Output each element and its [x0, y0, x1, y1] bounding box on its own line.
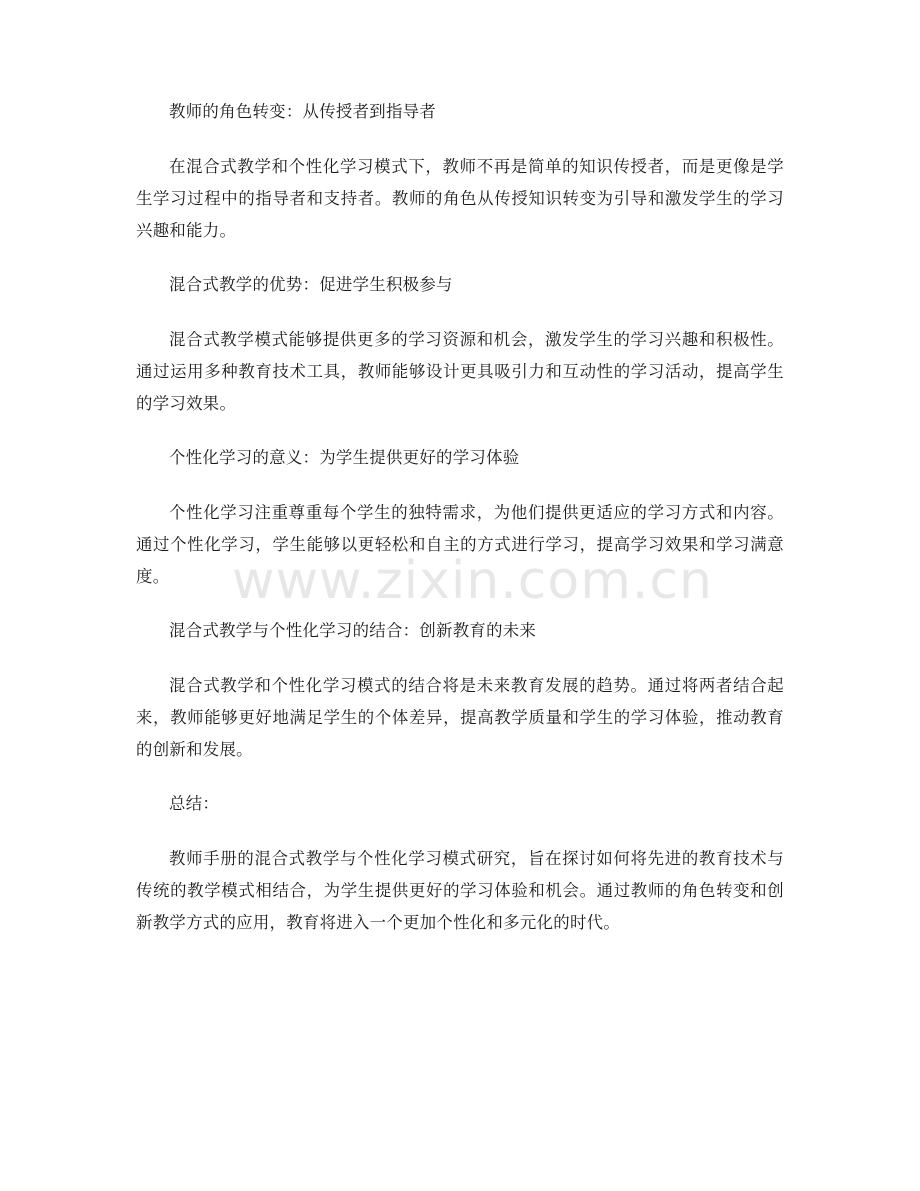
paragraph-blended-advantage: 混合式教学模式能够提供更多的学习资源和机会，激发学生的学习兴趣和积极性。通过运用多种教育技术工具，教师能够设计更具吸引力和互动性的学习活动，提高学生的学习效果。 — [136, 330, 784, 413]
section-heading-role-change: 教师的角色转变：从传授者到指导者 — [169, 102, 437, 121]
section-heading-personalized-meaning: 个性化学习的意义：为学生提供更好的学习体验 — [169, 448, 520, 467]
section-heading-blended-advantage: 混合式教学的优势：促进学生积极参与 — [169, 275, 453, 294]
document-page — [136, 96, 784, 961]
section-heading-combination: 混合式教学与个性化学习的结合：创新教育的未来 — [169, 621, 537, 640]
paragraph-summary: 教师手册的混合式教学与个性化学习模式研究，旨在探讨如何将先进的教育技术与传统的教学模式相结合，为学生提供更好的学习体验和机会。通过教师的角色转变和创新教学方式的应用，教育将进入一个更加个性化和多元化的时代。 — [136, 849, 784, 932]
paragraph-role-change: 在混合式教学和个性化学习模式下，教师不再是简单的知识传授者，而是更像是学生学习过程中的指导者和支持者。教师的角色从传授知识转变为引导和激发学生的学习兴趣和能力。 — [136, 157, 784, 240]
paragraph-combination: 混合式教学和个性化学习模式的结合将是未来教育发展的趋势。通过将两者结合起来，教师能够更好地满足学生的个体差异，提高教学质量和学生的学习体验，推动教育的创新和发展。 — [136, 676, 784, 759]
section-heading-summary: 总结： — [169, 794, 220, 813]
paragraph-personalized-meaning: 个性化学习注重尊重每个学生的独特需求，为他们提供更适应的学习方式和内容。通过个性化学习，学生能够以更轻松和自主的方式进行学习，提高学习效果和学习满意度。 — [136, 503, 784, 586]
watermark: www.zixin.com.cn — [232, 551, 713, 611]
